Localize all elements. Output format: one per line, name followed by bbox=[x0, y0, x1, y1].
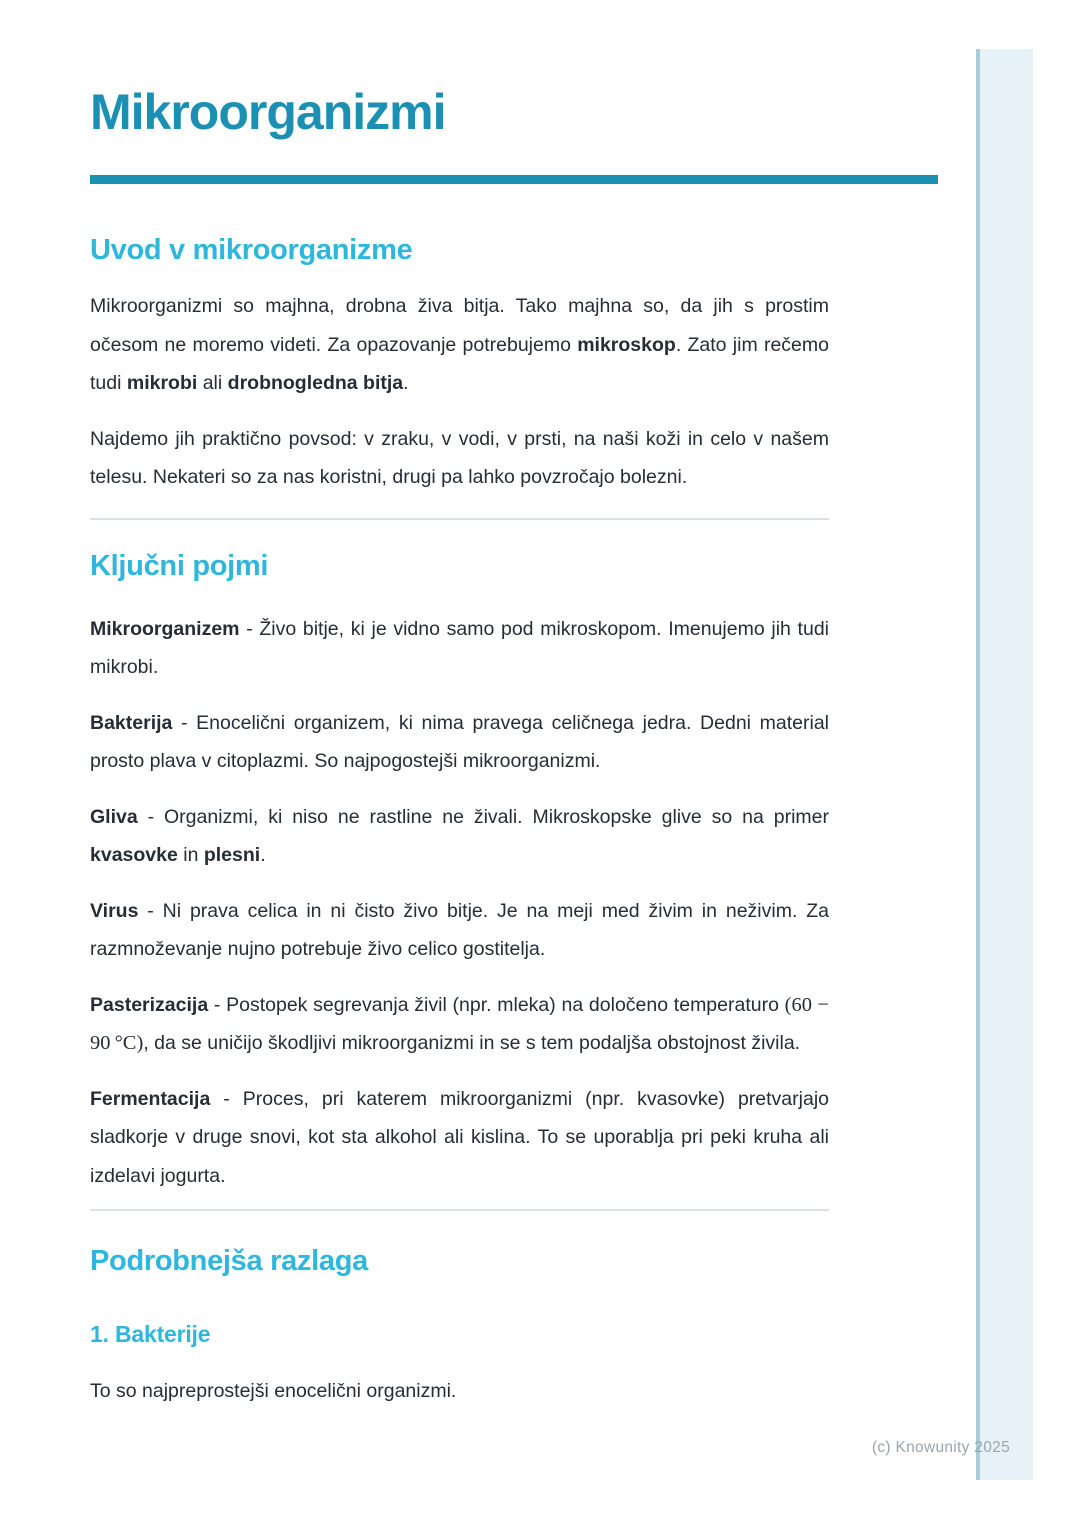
definition-bakterija: Bakterija - Enocelični organizem, ki nima pravega celičnega jedra. Dedni material prosto plava v citoplazmi. So najpogostejši mikroorganizmi. bbox=[90, 711, 829, 773]
details-paragraph-1: To so najpreprostejši enocelični organizmi. bbox=[90, 1380, 457, 1403]
definition-pasterizacija: Pasterizacija - Postopek segrevanja živil (npr. mleka) na določeno temperaturo (60 − 90 °C), da se uničijo škodljivi mikroorganizmi in se s tem podaljša obstojnost živila. bbox=[90, 993, 829, 1055]
definition-virus: Virus - Ni prava celica in ni čisto živo bitje. Je na meji med živim in neživim. Za razmnoževanje nujno potrebuje živo celico gostitelja. bbox=[90, 899, 829, 961]
definition-mikroorganizem: Mikroorganizem - Živo bitje, ki je vidno samo pod mikroskopom. Imenujemo jih tudi mikrobi. bbox=[90, 617, 829, 679]
title-rule bbox=[90, 175, 938, 184]
copyright-notice: (c) Knowunity 2025 bbox=[871, 1439, 1010, 1456]
section-divider bbox=[90, 518, 829, 520]
section-heading-details: Podrobnejša razlaga bbox=[90, 1245, 368, 1278]
definition-fermentacija: Fermentacija - Proces, pri katerem mikroorganizmi (npr. kvasovke) pretvarjajo sladkorje v druge snovi, kot sta alkohol ali kislina. To se uporablja pri peki kruha ali izdelavi jogurta. bbox=[90, 1087, 829, 1187]
section-key-terms bbox=[90, 549, 829, 1195]
intro-paragraph-1: Mikroorganizmi so majhna, drobna živa bitja. Tako majhna so, da jih s prostim očesom ne moremo videti. Za opazovanje potrebujemo mikroskop. Zato jim rečemo tudi mikrobi ali drobnogledna bitja. bbox=[90, 295, 829, 395]
subsection-heading-bakterije: 1. Bakterije bbox=[90, 1320, 211, 1347]
intro-paragraph-2: Najdemo jih praktično povsod: v zraku, v vodi, v prsti, na naši koži in celo v našem telesu. Nekateri so za nas koristni, drugi pa lahko povzročajo bolezni. bbox=[90, 427, 829, 489]
definition-gliva: Gliva - Organizmi, ki niso ne rastline ne živali. Mikroskopske glive so na primer kvasovke in plesni. bbox=[90, 805, 829, 867]
document-content bbox=[90, 0, 829, 1411]
page-title: Mikroorganizmi bbox=[90, 84, 446, 140]
section-details bbox=[90, 1244, 829, 1411]
section-divider bbox=[90, 1209, 829, 1211]
section-intro bbox=[90, 233, 829, 497]
section-heading-key-terms: Ključni pojmi bbox=[90, 549, 269, 582]
section-heading-intro: Uvod v mikroorganizme bbox=[90, 233, 413, 266]
side-accent-strip bbox=[976, 49, 1033, 1480]
